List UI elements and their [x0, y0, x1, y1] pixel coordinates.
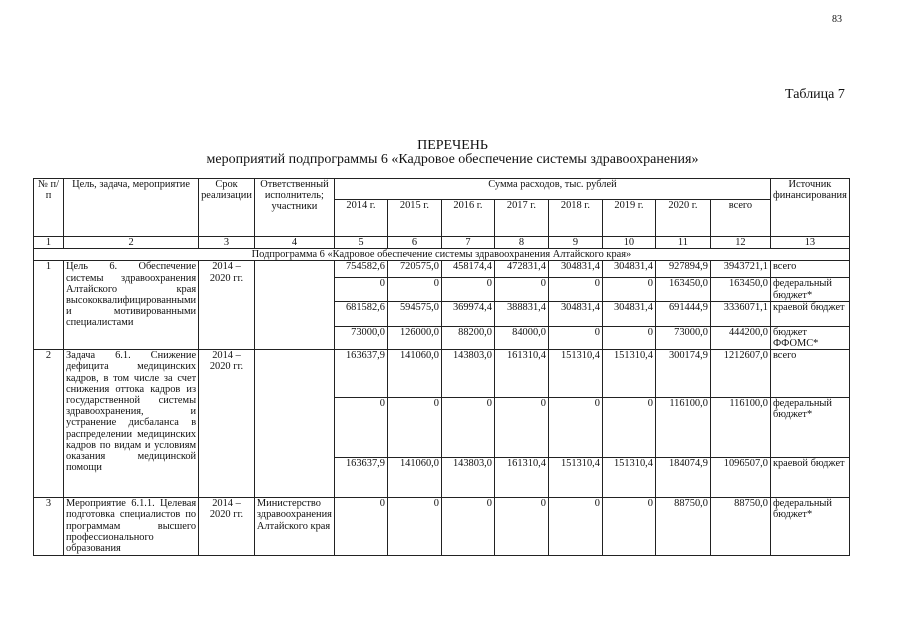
- column-number: 2: [64, 237, 199, 249]
- amount-cell: 0: [602, 498, 655, 556]
- amount-cell: 0: [387, 398, 441, 458]
- column-number: 8: [494, 237, 548, 249]
- row-goal: Мероприятие 6.1.1. Целевая подготовка специалистов по программам высшего профессионального образования: [64, 498, 199, 556]
- amount-cell: 73000,0: [655, 326, 710, 349]
- amount-cell: 0: [334, 278, 387, 301]
- row-responsible: [254, 350, 334, 498]
- amount-cell: 0: [548, 278, 602, 301]
- amount-cell: 300174,9: [655, 350, 710, 398]
- amount-cell: 720575,0: [387, 261, 441, 278]
- amount-cell: 0: [494, 498, 548, 556]
- funding-source: всего: [770, 261, 849, 278]
- header-year: 2015 г.: [387, 200, 441, 237]
- header-year: 2019 г.: [602, 200, 655, 237]
- expenses-table: [33, 178, 850, 556]
- amount-cell: 304831,4: [548, 261, 602, 278]
- header-year: 2016 г.: [441, 200, 494, 237]
- amount-cell: 151310,4: [602, 350, 655, 398]
- amount-cell: 151310,4: [548, 458, 602, 498]
- amount-cell: 0: [387, 498, 441, 556]
- column-number: 4: [254, 237, 334, 249]
- amount-cell: 3943721,1: [710, 261, 770, 278]
- header-term: Срок реализации: [199, 179, 255, 237]
- amount-cell: 0: [441, 278, 494, 301]
- row-responsible: Министерство здравоохранения Алтайского края: [254, 498, 334, 556]
- funding-source: всего: [770, 350, 849, 398]
- table-row: [34, 498, 850, 556]
- amount-cell: 151310,4: [548, 350, 602, 398]
- amount-cell: 0: [548, 398, 602, 458]
- amount-cell: 754582,6: [334, 261, 387, 278]
- column-number: 10: [602, 237, 655, 249]
- amount-cell: 3336071,1: [710, 301, 770, 326]
- column-number: 7: [441, 237, 494, 249]
- funding-source: федеральный бюджет*: [770, 498, 849, 556]
- amount-cell: 184074,9: [655, 458, 710, 498]
- amount-cell: 681582,6: [334, 301, 387, 326]
- column-number: 1: [34, 237, 64, 249]
- header-year: 2014 г.: [334, 200, 387, 237]
- row-number: 3: [34, 498, 64, 556]
- amount-cell: 927894,9: [655, 261, 710, 278]
- amount-cell: 143803,0: [441, 458, 494, 498]
- table-label: Таблица 7: [785, 87, 845, 102]
- amount-cell: 163637,9: [334, 458, 387, 498]
- row-goal: Цель 6. Обеспечение системы здравоохранения Алтайского края высококвалифицированными и мотивированными специалистами: [64, 261, 199, 350]
- amount-cell: 0: [602, 326, 655, 349]
- amount-cell: 458174,4: [441, 261, 494, 278]
- column-number: 3: [199, 237, 255, 249]
- column-number: 6: [387, 237, 441, 249]
- row-goal: Задача 6.1. Снижение дефицита медицинских кадров, в том числе за счет снижения оттока кадров из государственной системы здравоохранения, и устранение дисбаланса в распределении медицинских кадров по видам и условиям оказания медицинской помощи: [64, 350, 199, 498]
- row-term: 2014 – 2020 гг.: [199, 261, 255, 350]
- amount-cell: 161310,4: [494, 458, 548, 498]
- header-sum: Сумма расходов, тыс. рублей: [334, 179, 770, 200]
- amount-cell: 1096507,0: [710, 458, 770, 498]
- table-row: [34, 261, 850, 278]
- amount-cell: 161310,4: [494, 350, 548, 398]
- funding-source: бюджет ФФОМС*: [770, 326, 849, 349]
- amount-cell: 0: [387, 278, 441, 301]
- amount-cell: 0: [441, 398, 494, 458]
- document-title: ПЕРЕЧЕНЬ: [417, 138, 488, 153]
- amount-cell: 0: [548, 326, 602, 349]
- amount-cell: 0: [494, 278, 548, 301]
- amount-cell: 444200,0: [710, 326, 770, 349]
- amount-cell: 304831,4: [602, 301, 655, 326]
- amount-cell: 369974,4: [441, 301, 494, 326]
- row-term: 2014 – 2020 гг.: [199, 350, 255, 498]
- column-number: 5: [334, 237, 387, 249]
- amount-cell: 163450,0: [655, 278, 710, 301]
- funding-source: краевой бюджет: [770, 301, 849, 326]
- row-term: 2014 – 2020 гг.: [199, 498, 255, 556]
- amount-cell: 116100,0: [655, 398, 710, 458]
- amount-cell: 151310,4: [602, 458, 655, 498]
- amount-cell: 388831,4: [494, 301, 548, 326]
- amount-cell: 0: [602, 278, 655, 301]
- amount-cell: 0: [548, 498, 602, 556]
- header-year: 2018 г.: [548, 200, 602, 237]
- amount-cell: 0: [334, 398, 387, 458]
- amount-cell: 143803,0: [441, 350, 494, 398]
- amount-cell: 73000,0: [334, 326, 387, 349]
- row-number: 2: [34, 350, 64, 498]
- header-source: Источник финансирования: [770, 179, 849, 237]
- header-number: № п/п: [34, 179, 64, 237]
- column-number: 11: [655, 237, 710, 249]
- funding-source: федеральный бюджет*: [770, 398, 849, 458]
- amount-cell: 304831,4: [548, 301, 602, 326]
- amount-cell: 88750,0: [710, 498, 770, 556]
- funding-source: федеральный бюджет*: [770, 278, 849, 301]
- document-subtitle: мероприятий подпрограммы 6 «Кадровое обеспечение системы здравоохранения»: [206, 152, 699, 167]
- row-number: 1: [34, 261, 64, 350]
- page-number: 83: [832, 14, 842, 25]
- amount-cell: 88200,0: [441, 326, 494, 349]
- amount-cell: 141060,0: [387, 350, 441, 398]
- amount-cell: 0: [441, 498, 494, 556]
- amount-cell: 1212607,0: [710, 350, 770, 398]
- row-responsible: [254, 261, 334, 350]
- amount-cell: 0: [334, 498, 387, 556]
- funding-source: краевой бюджет: [770, 458, 849, 498]
- subprogram-title: Подпрограмма 6 «Кадровое обеспечение системы здравоохранения Алтайского края»: [34, 249, 850, 261]
- header-responsible: Ответственный исполнитель; участники: [254, 179, 334, 237]
- amount-cell: 691444,9: [655, 301, 710, 326]
- header-year: 2020 г.: [655, 200, 710, 237]
- table-row: [34, 350, 850, 398]
- amount-cell: 0: [602, 398, 655, 458]
- amount-cell: 141060,0: [387, 458, 441, 498]
- amount-cell: 304831,4: [602, 261, 655, 278]
- column-number: 13: [770, 237, 849, 249]
- amount-cell: 88750,0: [655, 498, 710, 556]
- amount-cell: 594575,0: [387, 301, 441, 326]
- column-number: 12: [710, 237, 770, 249]
- amount-cell: 126000,0: [387, 326, 441, 349]
- header-year: всего: [710, 200, 770, 237]
- amount-cell: 472831,4: [494, 261, 548, 278]
- header-goal: Цель, задача, мероприятие: [64, 179, 199, 237]
- header-year: 2017 г.: [494, 200, 548, 237]
- column-number: 9: [548, 237, 602, 249]
- amount-cell: 163637,9: [334, 350, 387, 398]
- amount-cell: 0: [494, 398, 548, 458]
- amount-cell: 116100,0: [710, 398, 770, 458]
- amount-cell: 163450,0: [710, 278, 770, 301]
- amount-cell: 84000,0: [494, 326, 548, 349]
